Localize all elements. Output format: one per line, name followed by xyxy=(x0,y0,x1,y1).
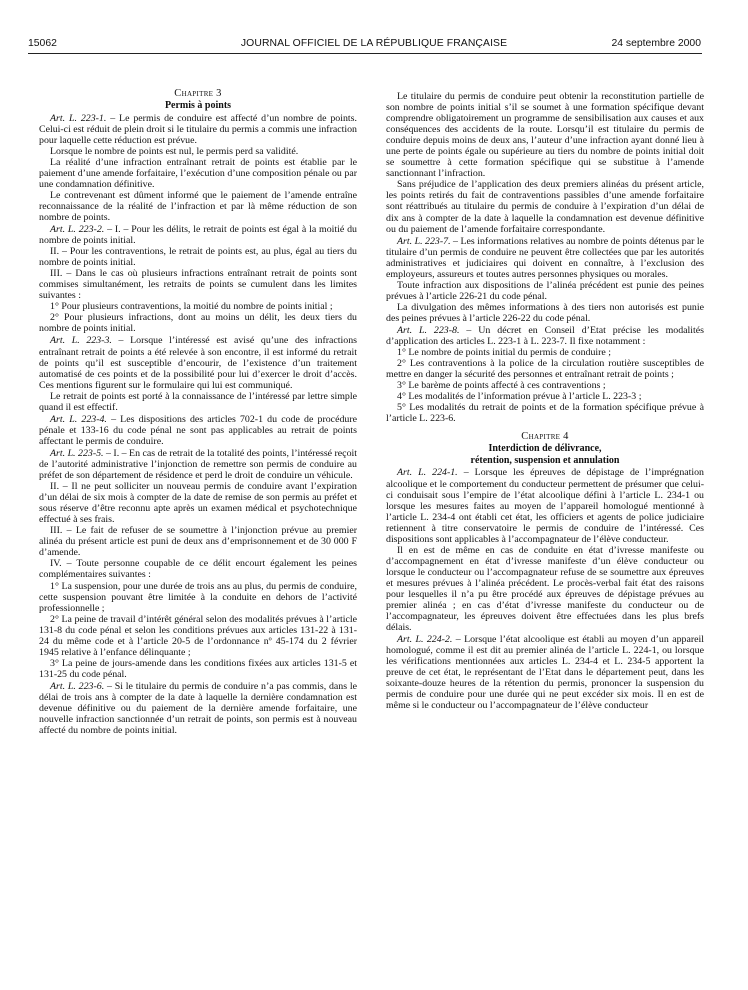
journal-title: JOURNAL OFFICIEL DE LA RÉPUBLIQUE FRANÇAISE xyxy=(240,38,508,49)
article-paragraph xyxy=(39,681,357,736)
article-paragraph xyxy=(386,236,704,280)
paragraph xyxy=(39,581,357,614)
paragraph-text: – Les dispositions des articles 702-1 du code de procédure pénale et 133-16 du code pénal ne sont pas applicables au retrait de points affectant le permis de conduire. xyxy=(39,413,357,447)
paragraph-text: – I. – En cas de retrait de la totalité des points, l’intéressé reçoit de l’autorité administrative l’injonction de remettre son permis de conduire au préfet de son département de résidence et perd le droit de conduire un véhicule. xyxy=(39,447,357,482)
paragraph-text: 1° Le nombre de points initial du permis de conduire ; xyxy=(397,347,612,359)
paragraph xyxy=(386,280,704,302)
paragraph xyxy=(39,558,357,580)
paragraph-text: 1° La suspension, pour une durée de trois ans au plus, du permis de conduire, cette suspension pouvant être limitée à la conduite en dehors de l’activité professionnelle ; xyxy=(39,580,357,614)
paragraph xyxy=(39,268,357,301)
paragraph xyxy=(386,380,704,391)
article-paragraph xyxy=(386,467,704,544)
paragraph-text: 3° La peine de jours-amende dans les conditions fixées aux articles 131-5 et 131-25 du code pénal. xyxy=(39,657,357,680)
article-reference: Art. L. 224-1. xyxy=(397,467,458,479)
paragraph-text: Le titulaire du permis de conduire peut obtenir la reconstitution partielle de son nombre de points initial s’il se soumet à une formation spécifique devant comprendre obligatoirement un programme de sensibilisation aux causes et aux conséquences des accidents de la route. Lorsqu’il est titulaire du permis de conduire depuis moins de deux ans, l’auteur d’une infraction ayant donné lieu à une perte de points égale ou supérieure au tiers du nombre de points initial doit se soumettre à cette formation spécifique qui se substitue à l’amende sanctionnant l’infraction. xyxy=(386,91,704,180)
paragraph-text: 3° Le barème de points affecté à ces contraventions ; xyxy=(397,380,606,392)
article-reference: Art. L. 223-1. xyxy=(50,112,107,124)
article-reference: Art. L. 223-3. xyxy=(50,335,112,347)
paragraph-text: – Le permis de conduire est affecté d’un nombre de points. Celui-ci est réduit de plein droit si le titulaire du permis a commis une infraction pour laquelle cette réduction est prévue. xyxy=(39,112,357,146)
paragraph-text: – Un décret en Conseil d’Etat précise les modalités d’application des articles L. 223-1 à L. 223-7. Il fixe notamment : xyxy=(386,324,705,348)
paragraph-text: Sans préjudice de l’application des deux premiers alinéas du présent article, les points retirés du fait de contraventions passibles d’une amende forfaitaire sont réattribués au titulaire du permis de conduire à l’expiration d’un délai de dix ans à compter de la date à laquelle la condamnation est devenue définitive ou du paiement de l’amende forfaitaire correspondante. xyxy=(386,179,704,235)
right-paragraphs-top xyxy=(386,91,704,424)
right-paragraphs-bottom xyxy=(386,467,704,711)
left-paragraphs xyxy=(39,113,357,737)
article-reference: Art. L. 223-8. xyxy=(397,324,460,336)
paragraph-text: Le contrevenant est dûment informé que le paiement de l’amende entraîne reconnaissance de la réalité de l’infraction et par là même réduction de son nombre de points. xyxy=(39,189,357,223)
paragraph xyxy=(39,481,357,525)
paragraph xyxy=(39,391,357,413)
article-reference: Art. L. 224-2. xyxy=(397,634,453,646)
paragraph xyxy=(39,614,357,658)
paragraph-text: 2° La peine de travail d’intérêt général selon des modalités prévues à l’article 131-8 du code pénal et selon les conditions prévues aux articles 131-22 à 131-24 du même code et à l’article 20-5 de l’ordonnance nº 45-174 du 2 février 1945 relative à l’enfance délinquante ; xyxy=(39,613,357,658)
article-reference: Art. L. 223-5. xyxy=(50,447,104,459)
paragraph xyxy=(39,146,357,157)
article-paragraph xyxy=(39,224,357,246)
paragraph xyxy=(39,525,357,558)
paragraph-text: 2° Les contraventions à la police de la circulation routière susceptibles de mettre en danger la sécurité des personnes et entraînant retrait de points ; xyxy=(386,358,704,381)
paragraph xyxy=(39,312,357,334)
paragraph-text: – I. – Pour les délits, le retrait de points est égal à la moitié du nombre de points initial. xyxy=(39,224,357,247)
chapter-heading: Chapitre 4 xyxy=(521,431,569,443)
paragraph-text: Il en est de même en cas de conduite en état d’ivresse manifeste ou d’accompagnement en état d’ivresse manifeste d’un élève conducteur ou lorsque le conducteur ou l’accompagnateur refuse de se soumettre aux épreuves et mesures prévues à l’alinéa précédent. Le procès-verbal fait état des raisons pour lesquelles il n’a pu être procédé aux épreuves de dépistage prévues au premier alinéa ; en cas d’état d’ivresse manifeste du conducteur ou de l’accompagnateur, les épreuves doivent être effectuées dans les plus brefs délais. xyxy=(386,544,704,634)
paragraph xyxy=(386,179,704,234)
chapter-heading: Chapitre 3 xyxy=(174,88,222,99)
paragraph xyxy=(386,347,704,358)
article-reference: Art. L. 223-2. xyxy=(50,224,105,236)
paragraph-text: III. – Dans le cas où plusieurs infractions entraînant retrait de points sont commises simultanément, les retraits de points se cumulent dans les limites suivantes : xyxy=(39,268,357,302)
paragraph xyxy=(39,246,357,268)
paragraph-text: Lorsque le nombre de points est nul, le permis perd sa validité. xyxy=(50,145,299,157)
paragraph-text: 1° Pour plusieurs contraventions, la moitié du nombre de points initial ; xyxy=(50,301,333,313)
paragraph-text: IV. – Toute personne coupable de ce délit encourt également les peines complémentaires suivantes : xyxy=(39,558,357,581)
paragraph xyxy=(386,545,704,633)
paragraph-text: – Lorsque l’intéressé est avisé qu’une des infractions entraînant retrait de points a été relevée à son encontre, il est informé du retrait de points qu’il est susceptible d’encourir, de l’existence d’un traitement automatisé de ces points et de la possibilité pour lui d’exercer le droit d’accès. Ces mentions figurent sur le formulaire qui lui est communiqué. xyxy=(39,335,357,391)
paragraph xyxy=(386,402,704,424)
article-paragraph xyxy=(386,325,704,347)
left-column xyxy=(39,88,357,736)
paragraph-text: II. – Il ne peut solliciter un nouveau permis de conduire avant l’expiration d’un délai de six mois à compter de la date de remise de son permis au préfet et sous réserve d’être reconnu apte après un examen médical et psychotechnique effectué à ses frais. xyxy=(39,481,357,526)
chapter-title-line-1: Interdiction de délivrance, xyxy=(488,443,602,455)
article-reference: Art. L. 223-6. xyxy=(50,680,105,692)
paragraph-text: – Les informations relatives au nombre de points détenus par le titulaire d’un permis de conduire ne peuvent être collectées que par les autorités administratives et judiciaires qui doivent en connaître, à l’exclusion des employeurs, assureurs et toutes autres personnes physiques ou morales. xyxy=(386,235,704,280)
article-paragraph xyxy=(39,113,357,146)
paragraph xyxy=(386,91,704,179)
header-rule xyxy=(28,53,702,54)
article-reference: Art. L. 223-7. xyxy=(397,235,451,247)
page-header xyxy=(0,38,748,52)
paragraph-text: 4° Les modalités de l’information prévue à l’article L. 223-3 ; xyxy=(397,391,642,403)
publication-date: 24 septembre 2000 xyxy=(611,38,701,49)
paragraph xyxy=(39,301,357,312)
page-number: 15062 xyxy=(28,38,57,49)
right-column xyxy=(386,91,704,711)
article-paragraph xyxy=(386,634,704,711)
paragraph-text: III. – Le fait de refuser de se soumettre à l’injonction prévue au premier alinéa du présent article est puni de deux ans d’emprisonnement et de 30 000 F d’amende. xyxy=(39,525,357,559)
paragraph-text: Toute infraction aux dispositions de l’alinéa précédent est punie des peines prévues à l’article 226-21 du code pénal. xyxy=(386,279,704,302)
paragraph xyxy=(39,157,357,190)
paragraph-text: 2° Pour plusieurs infractions, dont au moins un délit, les deux tiers du nombre de points initial. xyxy=(39,312,357,335)
paragraph xyxy=(386,358,704,380)
paragraph-text: – Lorsque les épreuves de dépistage de l’imprégnation alcoolique et le comportement du conducteur permettent de présumer que celui-ci conduisait sous l’empire de l’état alcoolique défini à l’article L. 234-1 ou lorsque les mesures faites au moyen de l’appareil homologué mentionné à l’article L. 234-4 ont établi cet état, les officiers et agents de police judiciaire retiennent à titre conservatoire le permis de conduire de l’intéressé. Ces dispositions sont applicables à l’accompagnateur de l’élève conducteur. xyxy=(386,467,704,545)
article-reference: Art. L. 223-4. xyxy=(50,413,107,425)
chapter-title-line-2: rétention, suspension et annulation xyxy=(470,454,620,466)
paragraph-text: La divulgation des mêmes informations à des tiers non autorisés est punie des peines prévues à l’article 226-22 du code pénal. xyxy=(386,301,704,324)
paragraph-text: Le retrait de points est porté à la connaissance de l’intéressé par lettre simple quand il est effectif. xyxy=(39,390,357,413)
chapter-title: Permis à points xyxy=(164,100,232,112)
paragraph xyxy=(39,190,357,223)
article-paragraph xyxy=(39,448,357,481)
paragraph xyxy=(39,658,357,680)
article-paragraph xyxy=(39,414,357,447)
paragraph xyxy=(386,391,704,402)
paragraph-text: 5° Les modalités du retrait de points et de la formation spécifique prévue à l’article L. 223-6. xyxy=(386,402,704,425)
paragraph xyxy=(386,302,704,324)
paragraph-text: – Si le titulaire du permis de conduire n’a pas commis, dans le délai de trois ans à compter de la date à laquelle la dernière condamnation est devenue définitive ou du paiement de la dernière amende forfaitaire, une nouvelle infraction sanctionnée d’un retrait de points, son permis est à nouveau affecté du nombre de points initial. xyxy=(39,680,357,737)
paragraph-text: – Lorsque l’état alcoolique est établi au moyen d’un appareil homologué, comme il est dit au premier alinéa de l’article L. 224-1, ou lorsque les vérifications mentionnées aux articles L. 234-4 et L. 234-5 apportent la preuve de cet état, le représentant de l’Etat dans le département peut, dans les soixante-douze heures de la rétention du permis, prononcer la suspension du permis de conduire pour une durée qui ne peut excéder six mois. Il en est de même si le conducteur ou l’accompagnateur de l’élève conducteur xyxy=(386,634,704,712)
article-paragraph xyxy=(39,335,357,390)
paragraph-text: La réalité d’une infraction entraînant retrait de points est établie par le paiement d’une amende forfaitaire, l’exécution d’une composition pénale ou par une condamnation définitive. xyxy=(39,156,357,190)
paragraph-text: II. – Pour les contraventions, le retrait de points est, au plus, égal au tiers du nombre de points initial. xyxy=(39,246,357,269)
